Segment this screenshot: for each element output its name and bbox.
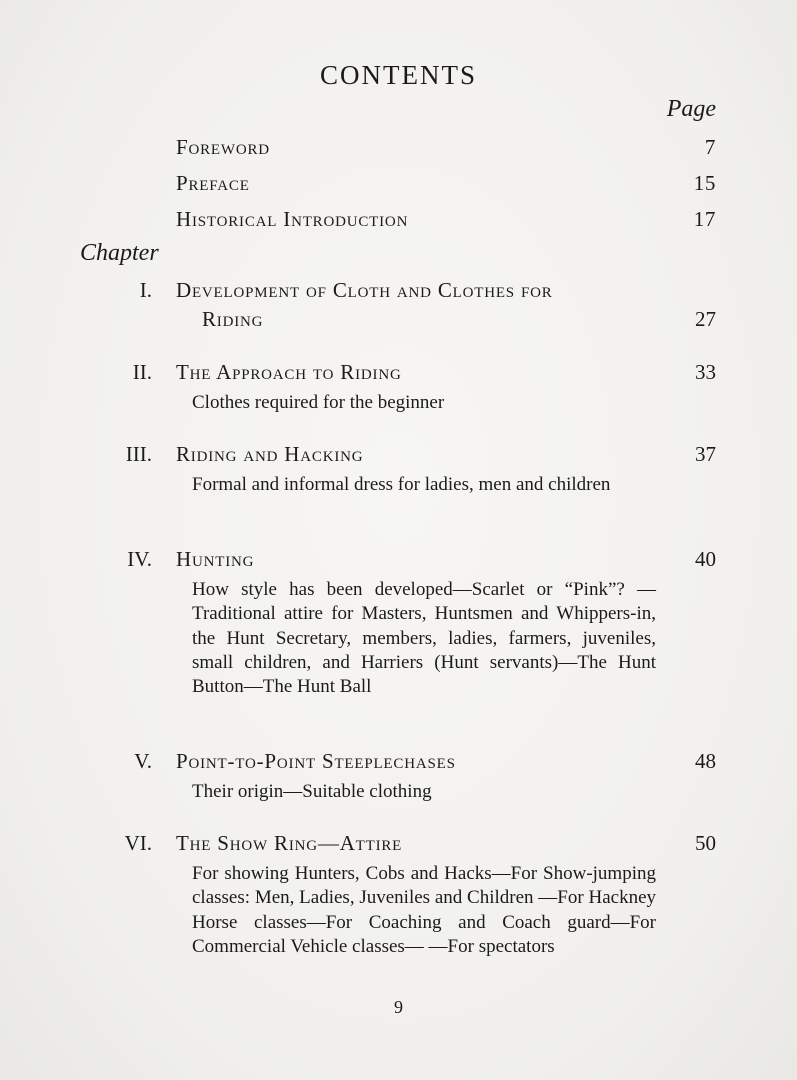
chapter-description: How style has been developed—Scarlet or “Pink”? —Traditional attire for Masters, Huntsmen and Whippers-in, the Hunt Secretary, members, ladies, farmers, juveniles, small children, and Harriers (Hunt servants)—The Hunt Button—The Hunt Ball <box>192 579 656 698</box>
toc-chapter <box>100 545 716 699</box>
chapter-heading-row <box>100 440 716 469</box>
chapter-title: Hunting <box>176 547 255 571</box>
chapter-page: 27 <box>695 307 716 331</box>
toc-entry-preface <box>176 171 716 199</box>
toc-entry-foreword <box>176 135 716 163</box>
toc-entry-page: 7 <box>704 135 716 159</box>
chapter-title <box>176 276 656 334</box>
chapter-title-line: Development of Cloth and Clothes for <box>176 278 553 302</box>
chapter-heading-row <box>100 358 716 387</box>
chapter-page: 37 <box>695 442 716 466</box>
chapter-title: The Approach to Riding <box>176 360 402 384</box>
chapter-heading-row <box>100 747 716 776</box>
toc-entry-page: 17 <box>693 207 716 231</box>
chapter-title-line: Riding <box>202 307 264 331</box>
chapter-description: For showing Hunters, Cobs and Hacks—For Show-jumping classes: Men, Ladies, Juveniles and Children —For Hackney Horse classes—For Coaching and Coach guard—For Commercial Vehicle classes— —For spectators <box>192 863 656 957</box>
chapter-page: 48 <box>695 749 716 773</box>
chapter-number: I. <box>139 278 152 302</box>
chapter-number: II. <box>132 360 152 384</box>
chapter-column-heading: Chapter <box>80 240 159 266</box>
toc-chapter <box>100 829 716 959</box>
toc-chapter <box>100 358 716 415</box>
toc-chapter <box>100 276 716 334</box>
toc-entry-label: Historical Introduction <box>176 207 409 231</box>
chapter-number: IV. <box>127 547 152 571</box>
chapter-heading-row <box>100 829 716 858</box>
chapter-page: 40 <box>695 547 716 571</box>
chapter-page: 33 <box>695 360 716 384</box>
chapter-number: III. <box>125 442 152 466</box>
chapter-title: The Show Ring—Attire <box>176 831 403 855</box>
chapter-heading-row <box>100 545 716 574</box>
chapter-page: 50 <box>695 831 716 855</box>
page-title: CONTENTS <box>320 60 477 90</box>
toc-entry-label: Foreword <box>176 135 270 159</box>
footer-page-number: 9 <box>394 997 403 1017</box>
chapter-number: VI. <box>124 831 152 855</box>
chapter-heading-row <box>100 276 716 334</box>
chapter-number: V. <box>134 749 152 773</box>
toc-chapter <box>100 747 716 804</box>
chapter-description: Clothes required for the beginner <box>192 392 445 413</box>
chapter-description: Formal and informal dress for ladies, men and children <box>192 474 611 495</box>
toc-entry-historical-introduction <box>176 207 716 235</box>
page-column-heading: Page <box>666 96 716 122</box>
chapter-title: Point-to-Point Steeplechases <box>176 749 456 773</box>
toc-entry-label: Preface <box>176 171 250 195</box>
toc-entry-page: 15 <box>693 171 716 195</box>
chapter-description: Their origin—Suitable clothing <box>192 781 432 802</box>
chapter-title: Riding and Hacking <box>176 442 364 466</box>
toc-chapter <box>100 440 716 497</box>
